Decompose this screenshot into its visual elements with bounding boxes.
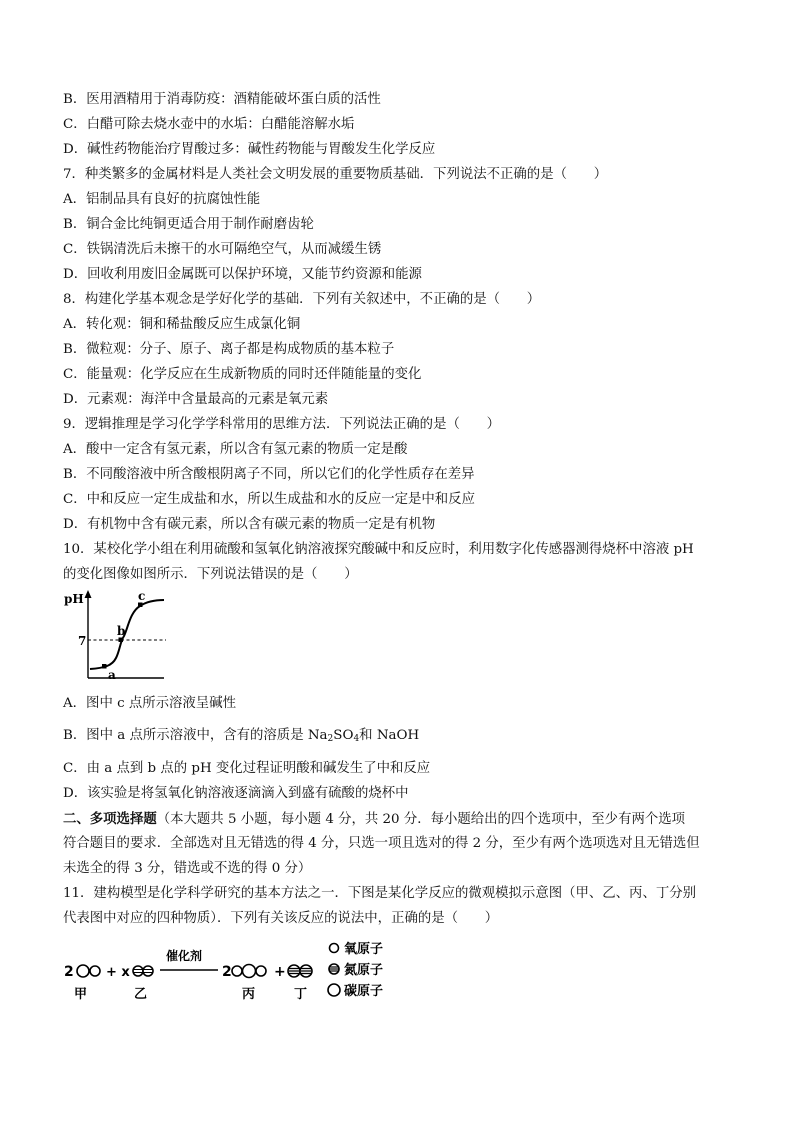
- label-yi: 乙: [134, 987, 148, 1002]
- coef-bing: 2: [222, 964, 232, 980]
- legend-oxygen-symbol: [330, 944, 339, 953]
- q10-option-b-tail: 和 NaOH: [359, 728, 420, 743]
- bing-carbon-atom: [243, 965, 256, 978]
- q9-option-c: C．中和反应一定生成盐和水，所以生成盐和水的反应一定是中和反应: [63, 492, 475, 507]
- plus-ding: +: [274, 964, 286, 980]
- ph-curve: [90, 600, 164, 669]
- legend-nitrogen-symbol: [329, 964, 339, 974]
- formula-so: SO: [333, 728, 354, 743]
- legend-carbon-label: 碳原子: [344, 984, 384, 999]
- q9-stem: 9．逻辑推理是学习化学学科常用的思维方法．下列说法正确的是（ ）: [63, 417, 501, 432]
- q7-option-c: C．铁锅清洗后未擦干的水可隔绝空气，从而减缓生锈: [63, 242, 382, 257]
- legend-oxygen-label: 氧原子: [344, 942, 384, 957]
- q8-option-a: A．转化观：铜和稀盐酸反应生成氯化铜: [63, 317, 301, 332]
- q10-option-b-text: B．图中 a 点所示溶液中，含有的溶质是 Na: [63, 728, 328, 743]
- q11-stem-1: 11．建构模型是化学科学研究的基本方法之一．下图是某化学反应的微观模拟示意图（甲、乙、丙、丁分别: [63, 886, 697, 901]
- jia-oxygen-atom: [90, 966, 100, 976]
- point-c-label: c: [138, 589, 146, 603]
- y-axis-arrow: [85, 590, 92, 598]
- q6-option-b: B．医用酒精用于消毒防疫：酒精能破坏蛋白质的活性: [63, 92, 381, 107]
- legend-carbon-symbol: [328, 984, 340, 996]
- q6-option-c: C．白醋可除去烧水壶中的水垢：白醋能溶解水垢: [63, 117, 355, 132]
- section2-title: 二、多项选择题: [63, 811, 157, 827]
- q10-stem-1: 10．某校化学小组在利用硫酸和氢氧化钠溶液探究酸碱中和反应时，利用数字化传感器测得烧杯中溶液 pH: [63, 542, 694, 557]
- ph-curve-figure: [58, 586, 168, 684]
- bing-oxygen-atom-1: [232, 966, 242, 976]
- coef-jia: 2: [64, 964, 74, 980]
- q9-option-d: D．有机物中含有碳元素，所以含有碳元素的物质一定是有机物: [63, 517, 436, 532]
- catalyst-label: 催化剂: [166, 949, 203, 963]
- q7-stem: 7．种类繁多的金属材料是人类社会文明发展的重要物质基础．下列说法不正确的是（ ）: [63, 167, 608, 182]
- q7-option-b: B．铜合金比纯铜更适合用于制作耐磨齿轮: [63, 217, 314, 232]
- q10-stem-2: 的变化图像如图所示．下列说法错误的是（ ）: [63, 567, 358, 582]
- subscript-2: 2: [327, 734, 334, 744]
- section2-header: [63, 810, 685, 829]
- q10-option-b: [63, 727, 419, 748]
- yi-nitrogen-molecule: [133, 966, 153, 976]
- q9-option-b: B．不同酸溶液中所含酸根阴离子不同，所以它们的化学性质存在差异: [63, 467, 475, 482]
- q6-option-d: D．碱性药物能治疗胃酸过多：碱性药物能与胃酸发生化学反应: [63, 142, 436, 157]
- label-bing: 丙: [242, 987, 256, 1002]
- point-a-marker: [102, 664, 107, 669]
- subscript-4: 4: [353, 734, 360, 744]
- bing-oxygen-atom-2: [256, 966, 266, 976]
- reaction-diagram: [62, 938, 402, 1004]
- q10-option-d: D．该实验是将氢氧化钠溶液逐滴滴入到盛有硫酸的烧杯中: [63, 786, 409, 801]
- q8-option-d: D．元素观：海洋中含量最高的元素是氧元素: [63, 392, 329, 407]
- jia-carbon-atom: [77, 965, 89, 977]
- q8-stem: 8．构建化学基本观念是学好化学的基础．下列有关叙述中，不正确的是（ ）: [63, 292, 541, 307]
- label-ding: 丁: [294, 987, 308, 1002]
- plus-x: + x: [106, 965, 130, 980]
- section2-desc-2: 符合题目的要求．全部选对且无错选的得 4 分，只选一项且选对的得 2 分，至少有两个选项选对且无错选但: [63, 836, 700, 851]
- q10-option-c: C．由 a 点到 b 点的 pH 变化过程证明酸和碱发生了中和反应: [63, 761, 431, 776]
- tick-7-label: 7: [78, 634, 87, 648]
- q8-option-b: B．微粒观：分子、原子、离子都是构成物质的基本粒子: [63, 342, 395, 357]
- y-axis-label: pH: [64, 592, 84, 606]
- section2-desc-1: （本大题共 5 小题，每小题 4 分，共 20 分．每小题给出的四个选项中，至少有两个选项: [156, 812, 686, 827]
- q10-option-a: A．图中 c 点所示溶液呈碱性: [63, 696, 236, 711]
- point-c-marker: [138, 603, 143, 608]
- q8-option-c: C．能量观：化学反应在生成新物质的同时还伴随能量的变化: [63, 367, 422, 382]
- q11-stem-2: 代表图中对应的四种物质）．下列有关该反应的说法中，正确的是（ ）: [63, 911, 499, 926]
- q7-option-a: A．铝制品具有良好的抗腐蚀性能: [63, 192, 261, 207]
- legend-nitrogen-label: 氮原子: [344, 963, 384, 978]
- point-b-marker: [119, 638, 124, 643]
- label-jia: 甲: [74, 987, 88, 1002]
- q7-option-d: D．回收利用废旧金属既可以保护环境，又能节约资源和能源: [63, 267, 422, 282]
- point-b-label: b: [117, 624, 126, 638]
- section2-desc-3: 未选全的得 3 分，错选或不选的得 0 分）: [63, 861, 312, 876]
- point-a-label: a: [108, 668, 116, 682]
- ding-nitrogen-molecule: [288, 965, 312, 977]
- q9-option-a: A．酸中一定含有氢元素，所以含有氢元素的物质一定是酸: [63, 442, 408, 457]
